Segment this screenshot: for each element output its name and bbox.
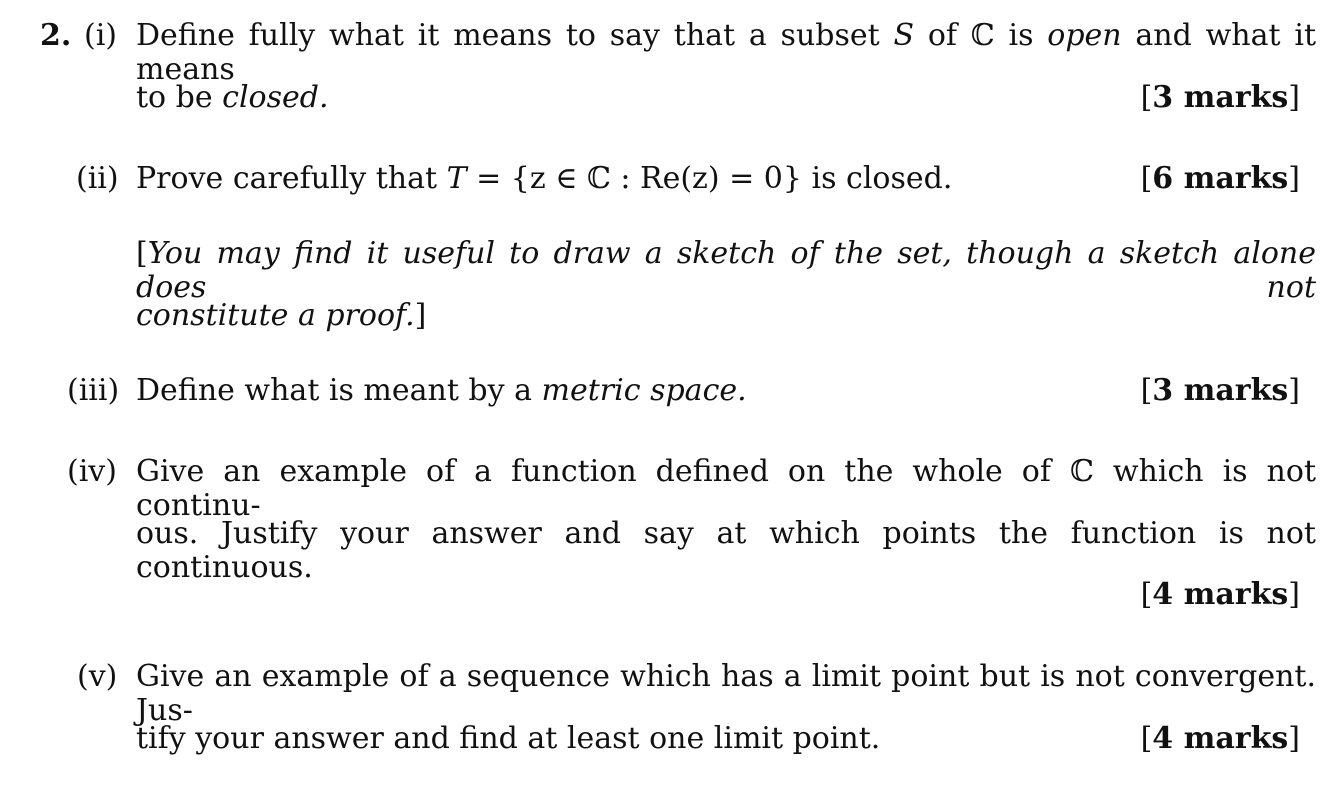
math-T: T (446, 161, 467, 196)
hint-bracket-open: [ (136, 236, 148, 271)
part-i-text: and what it means (136, 18, 1316, 87)
marks-i: [3 marks] (1140, 80, 1300, 115)
part-i-line-1 (136, 19, 1316, 87)
marks-value: 4 marks (1152, 577, 1289, 612)
part-ii-text: Prove carefully that (136, 161, 447, 196)
hint-bracket-close: ] (414, 298, 427, 333)
part-ii-hint-line-1 (136, 237, 1316, 305)
part-label-iii: (iii) (67, 373, 120, 408)
marks-value: 3 marks (1152, 80, 1289, 115)
part-ii-text: is closed. (801, 161, 953, 196)
question-number: 2. (40, 18, 72, 53)
marks-value: 4 marks (1152, 721, 1289, 756)
term-closed: closed. (222, 80, 329, 115)
part-iv-line-1: Give an example of a function defined on the whole of ℂ which is not continu- (136, 454, 1316, 523)
part-ii-hint-line-2 (136, 299, 1316, 333)
part-iv-line-2: ous. Justify your answer and say at which points the function is not continuous. (136, 516, 1316, 585)
part-label-ii: (ii) (76, 161, 119, 196)
marks-v: [4 marks] (1140, 721, 1300, 756)
part-label-iv: (iv) (67, 454, 117, 489)
part-iii-line-1 (136, 374, 1316, 408)
part-label-v: (v) (77, 659, 118, 694)
marks-iv: [4 marks] (1140, 577, 1300, 612)
marks-iii: [3 marks] (1140, 373, 1300, 408)
part-v-line-2: tify your answer and find at least one limit point. (136, 721, 881, 756)
math-S: S (893, 18, 915, 53)
part-v-line-1: Give an example of a sequence which has a limit point but is not convergent. Jus- (136, 659, 1316, 728)
part-i-text: of ℂ is (914, 18, 1048, 53)
marks-ii: [6 marks] (1140, 161, 1300, 196)
part-label-i: (i) (84, 18, 118, 53)
hint-text: You may find it useful to draw a sketch of the set, though a sketch alone does not (136, 236, 1316, 305)
part-i-text: Define fully what it means to say that a subset (136, 18, 894, 53)
hint-text: constitute a proof. (136, 298, 415, 333)
part-ii-line-1 (136, 162, 1316, 196)
marks-value: 3 marks (1152, 373, 1289, 408)
part-iii-text: Define what is meant by a (136, 373, 542, 408)
part-i-line-2 (136, 81, 1316, 115)
term-metric-space: metric space. (541, 373, 747, 408)
term-open: open (1047, 18, 1122, 53)
part-i-text: to be (136, 80, 223, 115)
math-set-definition: = {z ∈ ℂ : Re(z) = 0} (466, 161, 802, 196)
marks-value: 6 marks (1152, 161, 1289, 196)
